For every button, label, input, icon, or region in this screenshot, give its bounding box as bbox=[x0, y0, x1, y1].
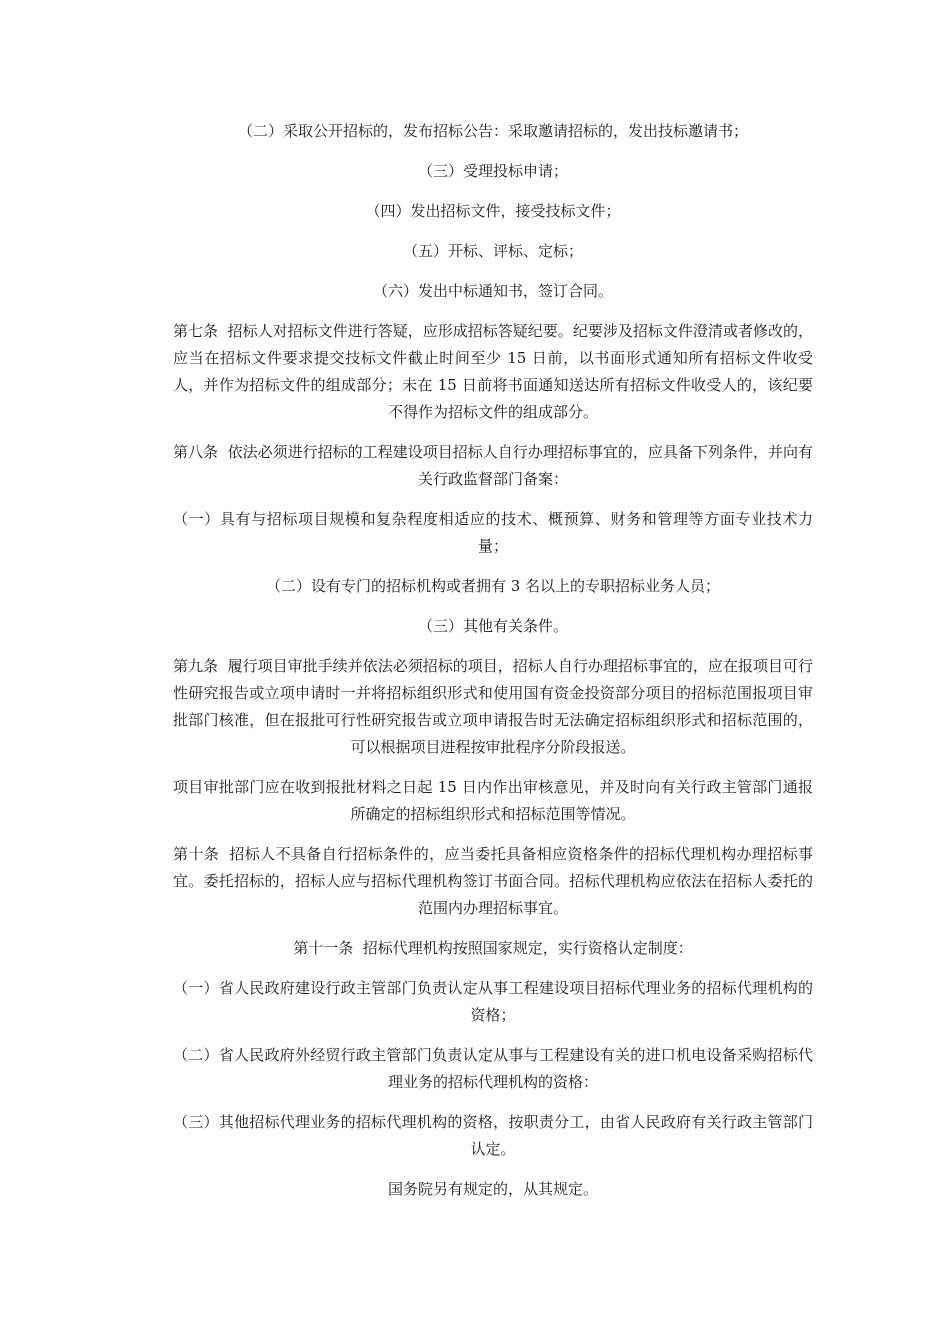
paragraph-article-11-item-1: （一）省人民政府建设行政主管部门负责认定从事工程建设项目招标代理业务的招标代理机构的资格； bbox=[173, 979, 813, 1024]
paragraph-article-11-item-3: （三）其他招标代理业务的招标代理机构的资格，按职责分工，由省人民政府有关行政主管部门认定。 bbox=[173, 1113, 813, 1158]
paragraph-article-9: 第九条 履行项目审批手续并依法必须招标的项目，招标人自行办理招标事宜的，应在报项目可行性研究报告或立项申请时一并将招标组织形式和使用国有资金投资部分项目的招标范围报项目审批部门核准，但在报批可行性研究报告或立项申请报告时无法确定招标组织形式和招标范围的，可以根据项目进程按审批程序分阶段报送。 bbox=[173, 657, 813, 756]
document-body bbox=[173, 118, 813, 1216]
paragraph-article-7: 第七条 招标人对招标文件进行答疑，应形成招标答疑纪要。纪要涉及招标文件澄清或者修改的，应当在招标文件要求提交技标文件截止时间至少 15 日前，以书面形式通知所有招标文件收受人，并作为招标文件的组成部分；未在 15 日前将书面通知送达所有招标文件收受人的，该纪要不得作为招标文件的组成部分。 bbox=[173, 322, 813, 421]
paragraph-article-11: 第十一条 招标代理机构按照国家规定，实行资格认定制度： bbox=[293, 939, 693, 957]
paragraph-state-council-note: 国务院另有规定的，从其规定。 bbox=[387, 1180, 598, 1198]
paragraph-article-8-item-2: （二）设有专门的招标机构或者拥有 3 名以上的专职招标业务人员； bbox=[265, 577, 721, 595]
paragraph-item-4-issue-documents: （四）发出招标文件，接受技标文件； bbox=[365, 202, 621, 220]
paragraph-article-8-item-3: （三）其他有关条件。 bbox=[417, 617, 568, 635]
paragraph-item-3-accept-applications: （三）受理投标申请； bbox=[417, 162, 568, 180]
paragraph-article-10: 第十条 招标人不具备自行招标条件的，应当委托具备相应资格条件的招标代理机构办理招标事宜。委托招标的，招标人应与招标代理机构签订书面合同。招标代理机构应依法在招标人委托的范围内办理招标事宜。 bbox=[173, 845, 813, 917]
paragraph-article-8-item-1: （一）具有与招标项目规模和复杂程度相适应的技术、概预算、财务和管理等方面专业技术力量； bbox=[173, 510, 813, 555]
paragraph-item-5-open-evaluate: （五）开标、评标、定标； bbox=[402, 242, 583, 260]
paragraph-item-6-award-contract: （六）发出中标通知书，签订合同。 bbox=[372, 282, 613, 300]
paragraph-item-2-public-bidding: （二）采取公开招标的，发布招标公告：采取邀请招标的，发出技标邀请书； bbox=[237, 122, 748, 140]
paragraph-article-8: 第八条 依法必须进行招标的工程建设项目招标人自行办理招标事宜的，应具备下列条件，并向有关行政监督部门备案： bbox=[173, 443, 813, 488]
paragraph-article-11-item-2: （二）省人民政府外经贸行政主管部门负责认定从事与工程建设有关的进口机电设备采购招标代理业务的招标代理机构的资格： bbox=[173, 1046, 813, 1091]
paragraph-article-9-review: 项目审批部门应在收到报批材料之日起 15 日内作出审核意见，并及时向有关行政主管部门通报所确定的招标组织形式和招标范围等情况。 bbox=[173, 778, 813, 823]
